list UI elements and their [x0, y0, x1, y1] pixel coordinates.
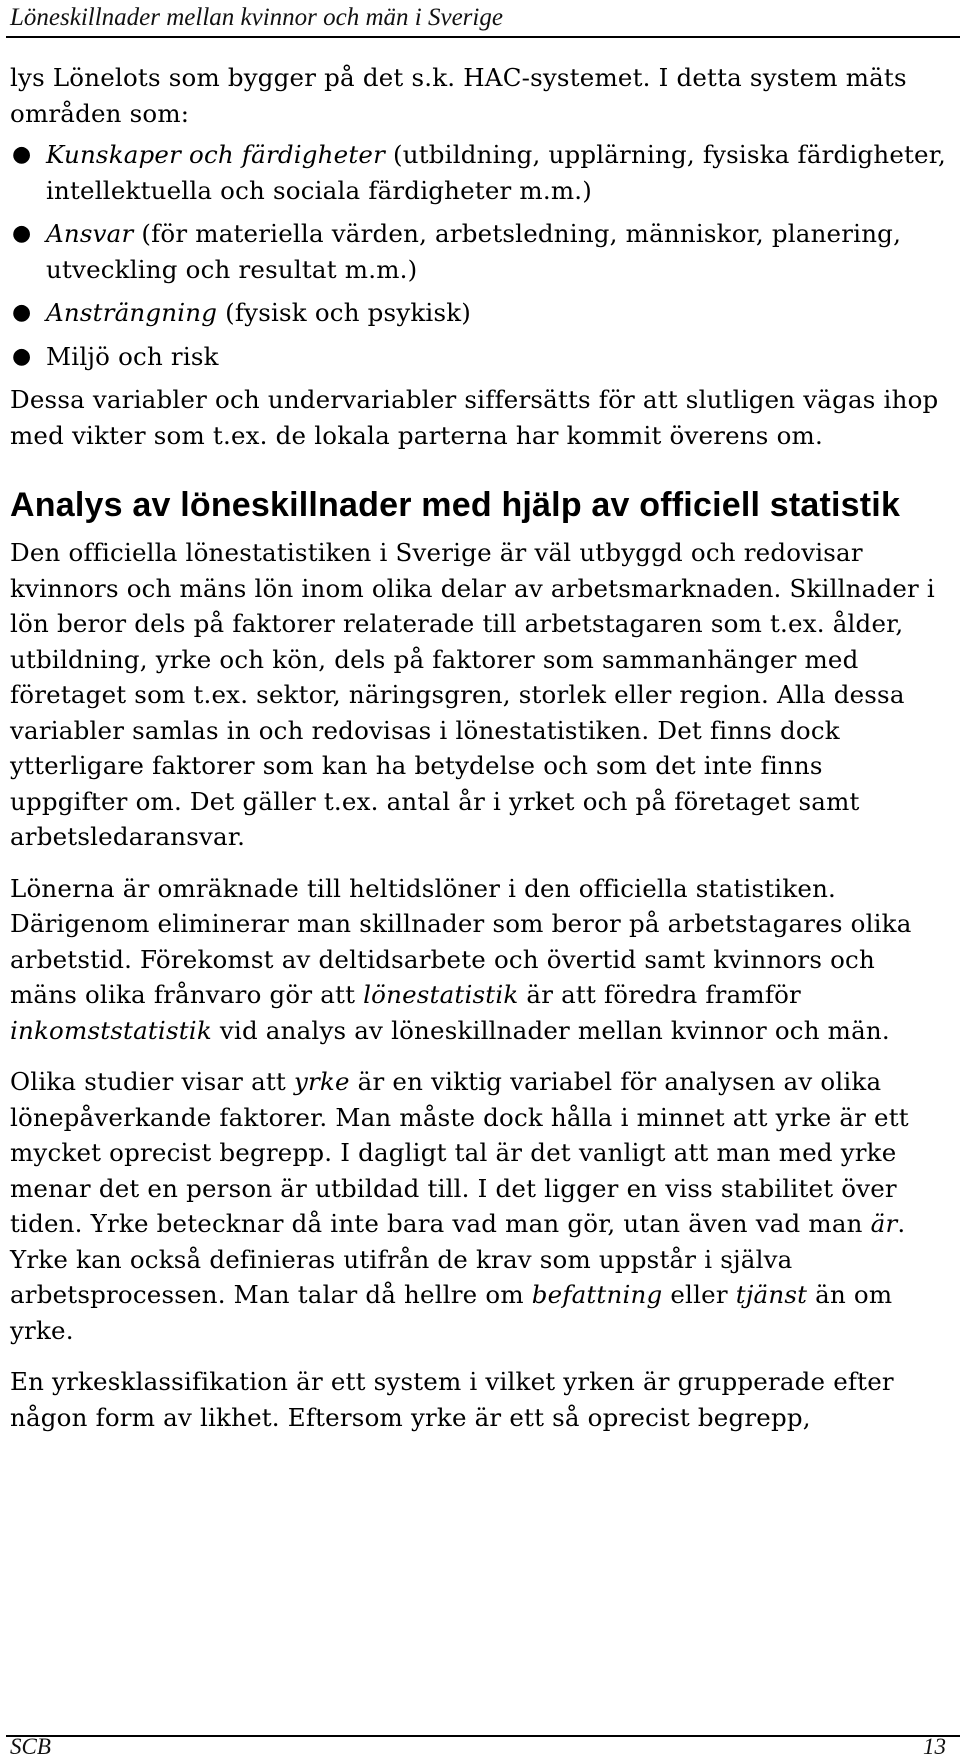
bullet-icon: ● [12, 142, 32, 167]
paragraph [10, 1064, 948, 1348]
bullet-icon: ● [12, 300, 32, 325]
bullet-icon: ● [12, 343, 32, 369]
italic-term: är [870, 1209, 898, 1238]
italic-term: lönestatistik [363, 980, 519, 1009]
text-run: Olika studier visar att [10, 1067, 294, 1096]
text-run: eller [662, 1280, 736, 1309]
text-run: Lönerna är omräknade till heltidslöner i den officiella statistiken. Därigenom eliminerar man skillnader som beror på arbetstagares olika arbetstid. Förekomst av deltidsarbete och övertid samt kvinnors och mäns olika frånvaro gör att [10, 873, 912, 1009]
list-item [10, 339, 948, 375]
bullet-text: Miljö och risk [46, 341, 219, 371]
list-item [10, 295, 948, 331]
paragraph: Den officiella lönestatistiken i Sverige är väl utbyggd och redovisar kvinnors och mäns lön inom olika delar av arbetsmarknaden. Skillnader i lön beror dels på faktorer relaterade till arbetstagaren som t.ex. ålder, utbildning, yrke och kön, dels på faktorer som sammanhänger med företaget som t.ex. sektor, näringsgren, storlek eller region. Alla dessa variabler samlas in och redovisas i lönestatistiken. Det finns dock ytterligare faktorer som kan ha betydelse och som det inte finns uppgifter om. Det gäller t.ex. antal år i yrket och på företaget samt arbetsledaransvar. [10, 538, 935, 851]
page-body [10, 60, 948, 1435]
text-run: än om yrke. [10, 1280, 893, 1345]
text-run: . Yrke kan också definieras utifrån de krav som uppstår i själva arbetsprocessen. Man talar då hellre om [10, 1209, 906, 1309]
bullet-list [10, 137, 948, 374]
bullet-term: Kunskaper och färdigheter [46, 140, 385, 169]
text-run: vid analys av löneskillnader mellan kvinnor och män. [211, 1015, 890, 1045]
text-run: är en viktig variabel för analysen av olika lönepåverkande faktorer. Man måste dock hålla i minnet att yrke är ett mycket oprecist begrepp. I dagligt tal är det vanligt att man med yrke menar det en person är utbildad till. I det ligger en viss stabilitet över tiden. Yrke betecknar då inte bara vad man gör, utan även vad man [10, 1067, 909, 1238]
bullet-icon: ● [12, 221, 32, 246]
italic-term: inkomststatistik [10, 1015, 212, 1045]
italic-term: yrke [293, 1067, 350, 1096]
italic-term: tjänst [735, 1280, 808, 1309]
section-heading: Analys av löneskillnader med hjälp av officiell statistik [10, 486, 901, 524]
bullet-text: (fysisk och psykisk) [217, 298, 472, 327]
italic-term: befattning [531, 1280, 663, 1309]
text-run: är att föredra framför [518, 980, 801, 1009]
paragraph [10, 871, 948, 1049]
bullet-text: (utbildning, upplärning, fysiska färdigheter, intellektuella och sociala färdigheter m.m.) [46, 140, 946, 205]
list-item [10, 137, 948, 208]
bullet-text: (för materiella värden, arbetsledning, människor, planering, utveckling och resultat m.m.) [46, 219, 902, 284]
footer-publisher: SCB [10, 1734, 51, 1759]
bullet-term: Ansvar [46, 219, 134, 248]
header-rule [6, 36, 960, 38]
intro-paragraph: lys Lönelots som bygger på det s.k. HAC-systemet. I detta system mäts områden som: [10, 63, 907, 128]
running-header: Löneskillnader mellan kvinnor och män i Sverige [10, 4, 503, 31]
bullet-term: Ansträngning [46, 298, 218, 327]
footer-rule [6, 1735, 960, 1737]
paragraph: Dessa variabler och undervariabler siffersätts för att slutligen vägas ihop med vikter som t.ex. de lokala parterna har kommit överens om. [10, 385, 939, 450]
paragraph: En yrkesklassifikation är ett system i vilket yrken är grupperade efter någon form av likhet. Eftersom yrke är ett så oprecist begrepp, [10, 1367, 894, 1432]
list-item [10, 216, 948, 287]
page-number: 13 [923, 1734, 946, 1759]
